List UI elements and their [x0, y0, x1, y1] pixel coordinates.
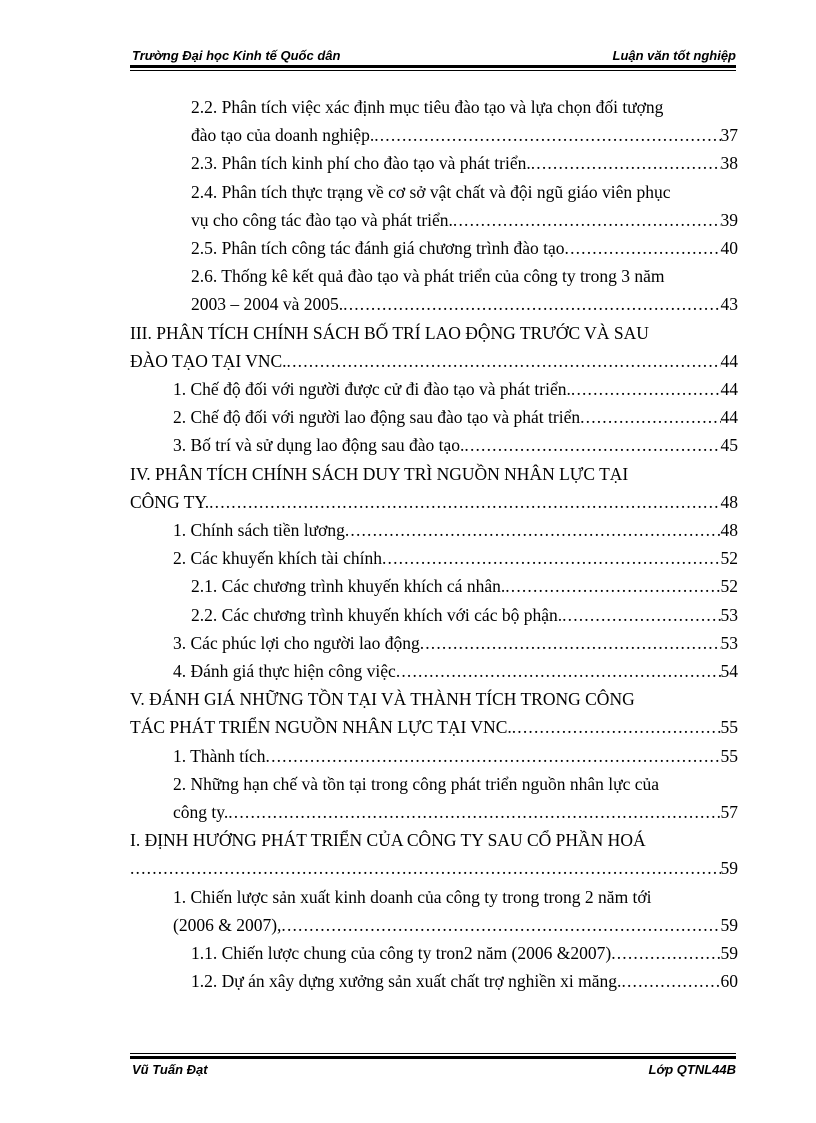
toc-entry-title: 2. Các khuyến khích tài chính — [173, 548, 382, 569]
toc-page-number: 53 — [720, 632, 738, 653]
toc-entry — [130, 629, 738, 657]
toc-entry-title: 1. Chiến lược sản xuất kinh doanh của công ty trong trong 2 năm tới — [173, 886, 652, 907]
dot-leader — [565, 234, 721, 262]
toc-entry — [130, 319, 738, 375]
dot-leader — [396, 657, 721, 685]
toc-entry-title: TÁC PHÁT TRIỂN NGUỒN NHÂN LỰC TẠI VNC. — [130, 717, 512, 738]
dot-leader — [464, 431, 720, 459]
toc-entry — [130, 939, 738, 967]
toc-entry — [130, 403, 738, 431]
page-header — [132, 48, 736, 63]
toc-entry-title: 2.2. Các chương trình khuyến khích với các bộ phận. — [191, 604, 563, 625]
toc-entry-title: ĐÀO TẠO TẠI VNC. — [130, 350, 287, 371]
header-rule-thick — [130, 65, 736, 68]
toc-page-number: 44 — [720, 350, 738, 371]
toc-entry — [130, 544, 738, 572]
dot-leader — [287, 347, 721, 375]
toc-entry — [130, 883, 738, 939]
toc-entry-title: 1.1. Chiến lược chung của công ty tron2 năm (2006 &2007) — [191, 943, 612, 964]
footer-class: Lớp QTNL44B — [648, 1062, 736, 1077]
toc-entry — [130, 375, 738, 403]
dot-leader — [266, 742, 721, 770]
toc-entry — [130, 967, 738, 995]
footer-author: Vũ Tuấn Đạt — [132, 1062, 208, 1077]
toc-entry — [130, 460, 738, 516]
toc-entry-title: 3. Các phúc lợi cho người lao động — [173, 632, 420, 653]
toc-entry — [130, 262, 738, 318]
toc-page-number: 48 — [720, 491, 738, 512]
footer-rule-thick — [130, 1056, 736, 1059]
toc-page-number: 44 — [720, 407, 738, 428]
toc-entry-title: vụ cho công tác đào tạo và phát triển. — [191, 209, 453, 230]
page-footer — [132, 1062, 736, 1077]
toc-entry-title: 2.4. Phân tích thực trạng về cơ sở vật chất và đội ngũ giáo viên phục — [191, 181, 671, 202]
toc-page-number: 48 — [720, 520, 738, 541]
toc-entry-title: 2003 – 2004 và 2005. — [191, 294, 344, 315]
toc-page-number: 40 — [720, 238, 738, 259]
toc-entry-title: 2.6. Thống kê kết quả đào tạo và phát triển của công ty trong 3 năm — [191, 266, 665, 287]
toc-entry-title: 3. Bố trí và sử dụng lao động sau đào tạo. — [173, 435, 465, 456]
dot-leader — [130, 854, 721, 882]
toc-entry — [130, 657, 738, 685]
toc-page-number: 55 — [720, 717, 738, 738]
toc-entry — [130, 601, 738, 629]
toc-entry — [130, 178, 738, 234]
toc-page-number: 43 — [720, 294, 738, 315]
dot-leader — [562, 601, 720, 629]
toc-entry — [130, 572, 738, 600]
toc-page-number: 45 — [720, 435, 738, 456]
toc-page-number: 59 — [720, 858, 738, 879]
dot-leader — [281, 911, 720, 939]
toc-entry — [130, 770, 738, 826]
dot-leader — [343, 290, 720, 318]
toc-entry — [130, 93, 738, 149]
toc-page-number: 44 — [720, 379, 738, 400]
toc-page-number: 38 — [720, 153, 738, 174]
dot-leader — [571, 375, 721, 403]
toc-entry — [130, 149, 738, 177]
toc-page-number: 59 — [720, 914, 738, 935]
toc-entry — [130, 234, 738, 262]
toc-page-number: 53 — [720, 604, 738, 625]
toc-entry-title: (2006 & 2007), — [173, 914, 282, 935]
toc-entry-title: 1.2. Dự án xây dựng xưởng sản xuất chất trợ nghiền xi măng. — [191, 971, 622, 992]
dot-leader — [453, 206, 721, 234]
toc-entry-title: công ty. — [173, 802, 229, 823]
dot-leader — [345, 516, 721, 544]
toc-entry-title: 4. Đánh giá thực hiện công việc — [173, 661, 396, 682]
toc-entry-title: 2.5. Phân tích công tác đánh giá chương trình đào tạo — [191, 238, 565, 259]
toc-entry-title: I. ĐỊNH HƯỚNG PHÁT TRIỂN CỦA CÔNG TY SAU CỔ PHẦN HOÁ — [130, 830, 646, 851]
toc-page-number: 60 — [720, 971, 738, 992]
header-rule-thin — [130, 70, 736, 71]
toc-page-number: 52 — [720, 548, 738, 569]
toc-entry-title: 2. Chế độ đối với người lao động sau đào tạo và phát triển — [173, 407, 581, 428]
table-of-contents — [130, 93, 738, 996]
dot-leader — [382, 544, 721, 572]
dot-leader — [420, 629, 721, 657]
toc-page-number: 57 — [720, 802, 738, 823]
toc-page-number: 52 — [720, 576, 738, 597]
toc-page-number: 39 — [720, 209, 738, 230]
toc-entry — [130, 431, 738, 459]
toc-entry — [130, 516, 738, 544]
toc-page-number: 54 — [720, 661, 738, 682]
dot-leader — [209, 488, 720, 516]
dot-leader — [512, 713, 721, 741]
footer-rule-thin — [130, 1053, 736, 1054]
toc-entry-title: CÔNG TY. — [130, 491, 210, 512]
dot-leader — [531, 149, 721, 177]
toc-page-number: 37 — [720, 125, 738, 146]
dot-leader — [621, 967, 720, 995]
toc-page-number: 59 — [720, 943, 738, 964]
toc-entry — [130, 826, 738, 882]
dot-leader — [611, 939, 720, 967]
toc-entry-title: IV. PHÂN TÍCH CHÍNH SÁCH DUY TRÌ NGUỒN NHÂN LỰC TẠI — [130, 463, 629, 484]
toc-entry-title: III. PHÂN TÍCH CHÍNH SÁCH BỐ TRÍ LAO ĐỘNG TRƯỚC VÀ SAU — [130, 322, 649, 343]
toc-entry-title: 1. Chế độ đối với người được cử đi đào tạo và phát triển. — [173, 379, 571, 400]
toc-entry — [130, 685, 738, 741]
toc-entry-title: đào tạo của doanh nghiệp. — [191, 125, 375, 146]
toc-entry-title: V. ĐÁNH GIÁ NHỮNG TỒN TẠI VÀ THÀNH TÍCH TRONG CÔNG — [130, 689, 635, 710]
toc-entry — [130, 742, 738, 770]
header-school: Trường Đại học Kinh tế Quốc dân — [132, 48, 341, 63]
toc-entry-title: 2.3. Phân tích kinh phí cho đào tạo và phát triển. — [191, 153, 531, 174]
dot-leader — [505, 572, 720, 600]
toc-entry-title: 1. Chính sách tiền lương — [173, 520, 345, 541]
toc-entry-title: 1. Thành tích — [173, 745, 266, 766]
dot-leader — [580, 403, 720, 431]
toc-entry-title: 2.1. Các chương trình khuyến khích cá nhân. — [191, 576, 506, 597]
dot-leader — [228, 798, 720, 826]
toc-entry-title: 2. Những hạn chế và tồn tại trong công phát triển nguồn nhân lực của — [173, 773, 659, 794]
header-doc-type: Luận văn tốt nghiệp — [612, 48, 736, 63]
toc-entry-title: 2.2. Phân tích việc xác định mục tiêu đào tạo và lựa chọn đối tượng — [191, 97, 664, 117]
toc-page-number: 55 — [720, 745, 738, 766]
dot-leader — [374, 121, 720, 149]
